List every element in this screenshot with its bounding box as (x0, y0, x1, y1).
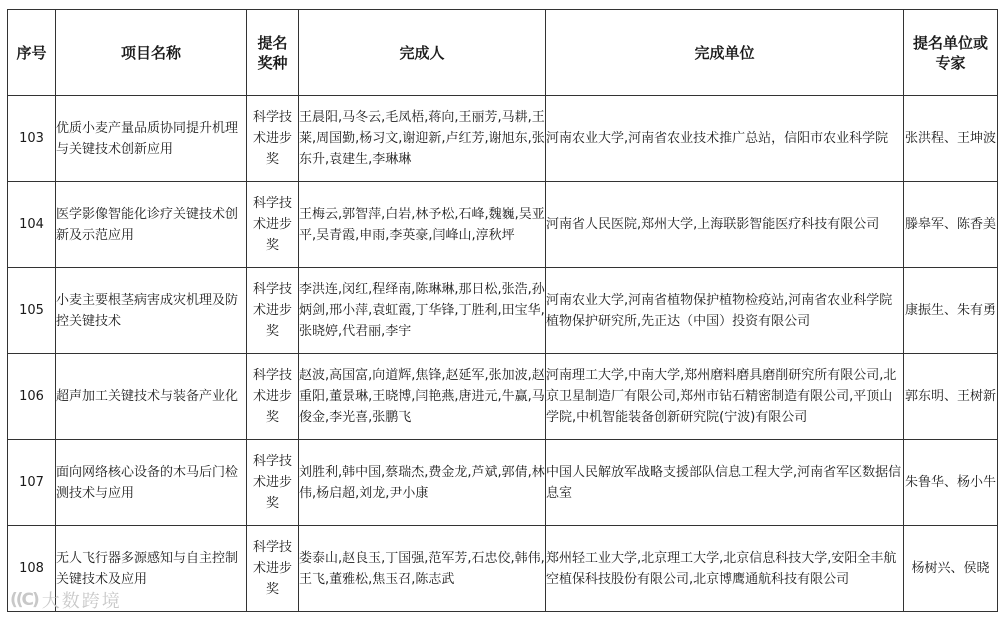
row-completing-units (546, 354, 904, 440)
row-completers (299, 268, 546, 354)
completing-units-text: 河南农业大学,河南省植物保护植物检疫站,河南省农业科学院植物保护研究所,先正达（中国）投资有限公司 (546, 292, 893, 329)
table-row (8, 268, 998, 354)
nominator-text: 滕皋军、陈香美 (904, 217, 996, 232)
header-award-type (247, 10, 299, 96)
row-nominator (904, 268, 998, 354)
completers-text: 赵波,高国富,向道辉,焦锋,赵延军,张加波,赵重阳,董景琳,王晓博,闫艳燕,唐进元,牛赢,马俊金,李光喜,张鹏飞 (299, 368, 545, 425)
row-completers (299, 440, 546, 526)
project-name-text: 超声加工关键技术与装备产业化 (56, 389, 239, 404)
table-row (8, 182, 998, 268)
row-project-name (56, 268, 247, 354)
row-project-name (56, 182, 247, 268)
awards-table (7, 9, 998, 612)
row-nominator (904, 526, 998, 612)
row-award-type (247, 354, 299, 440)
award-type-text: 科学技术进步奖 (252, 110, 292, 167)
watermark (10, 587, 122, 613)
header-project-name: 项目名称 (56, 10, 247, 96)
row-completing-units (546, 526, 904, 612)
row-seq: 107 (8, 440, 56, 526)
row-project-name (56, 440, 247, 526)
table-row (8, 440, 998, 526)
header-seq: 序号 (8, 10, 56, 96)
project-name-text: 面向网络核心设备的木马后门检测技术与应用 (56, 464, 239, 501)
completers-text: 李洪连,闵红,程绎南,陈琳琳,那日松,张浩,孙炳剑,邢小萍,袁虹霞,丁华锋,丁胜利,田宝华,张晓婷,代君丽,李宇 (299, 282, 545, 339)
header-completing-units: 完成单位 (546, 10, 904, 96)
completers-text: 王晨阳,马冬云,毛凤梧,蒋向,王丽芳,马耕,王莱,周国勤,杨习文,谢迎新,卢红芳,谢旭东,张东升,袁建生,李琳琳 (299, 110, 545, 167)
nominator-text: 杨树兴、侯晓 (911, 561, 990, 576)
award-type-text: 科学技术进步奖 (252, 368, 292, 425)
header-nominator (904, 10, 998, 96)
nominator-text: 朱鲁华、杨小牛 (904, 475, 996, 490)
row-award-type (247, 182, 299, 268)
completing-units-text: 河南理工大学,中南大学,郑州磨料磨具磨削研究所有限公司,北京卫星制造厂有限公司,郑州市钻石精密制造有限公司,平顶山学院,中机智能装备创新研究院(宁波)有限公司 (546, 368, 897, 425)
project-name-text: 医学影像智能化诊疗关键技术创新及示范应用 (56, 206, 239, 243)
award-type-text: 科学技术进步奖 (252, 454, 292, 511)
watermark-logo-icon: ((C) (10, 590, 38, 610)
completing-units-text: 中国人民解放军战略支援部队信息工程大学,河南省军区数据信息室 (546, 464, 902, 501)
nominator-text: 郭东明、王树新 (904, 389, 996, 404)
project-name-text: 无人飞行器多源感知与自主控制关键技术及应用 (56, 550, 239, 587)
row-seq: 106 (8, 354, 56, 440)
row-completing-units (546, 268, 904, 354)
row-nominator (904, 182, 998, 268)
header-completers: 完成人 (299, 10, 546, 96)
row-seq: 105 (8, 268, 56, 354)
row-award-type (247, 268, 299, 354)
table-row (8, 526, 998, 612)
row-nominator (904, 354, 998, 440)
completers-text: 王梅云,郭智萍,白岩,林予松,石峰,魏巍,吴亚平,吴青霞,申雨,李英豪,闫峰山,淳秋坪 (299, 206, 545, 243)
row-project-name (56, 354, 247, 440)
row-award-type (247, 96, 299, 182)
row-completing-units (546, 440, 904, 526)
row-completing-units (546, 96, 904, 182)
row-completers (299, 354, 546, 440)
row-project-name (56, 96, 247, 182)
completing-units-text: 郑州轻工业大学,北京理工大学,北京信息科技大学,安阳全丰航空植保科技股份有限公司,北京博鹰通航科技有限公司 (546, 550, 897, 587)
row-seq: 103 (8, 96, 56, 182)
watermark-text: 大数跨境 (41, 591, 122, 612)
completing-units-text: 河南农业大学,河南省农业技术推广总站，信阳市农业科学院 (546, 131, 889, 146)
header-nominator-label: 提名单位或专家 (912, 33, 988, 72)
table-body (8, 96, 998, 612)
completers-text: 娄泰山,赵良玉,丁国强,范军芳,石忠佼,韩伟,王飞,董雅松,焦玉召,陈志武 (299, 550, 545, 587)
award-type-text: 科学技术进步奖 (252, 196, 292, 253)
table-row (8, 354, 998, 440)
row-completers (299, 182, 546, 268)
nominator-text: 康振生、朱有勇 (904, 303, 996, 318)
award-type-text: 科学技术进步奖 (252, 540, 292, 597)
row-completing-units (546, 182, 904, 268)
row-nominator (904, 440, 998, 526)
completers-text: 刘胜利,韩中国,蔡瑞杰,费金龙,芦斌,郭倩,林伟,杨启超,刘龙,尹小康 (299, 464, 545, 501)
row-nominator (904, 96, 998, 182)
row-completers (299, 526, 546, 612)
project-name-text: 优质小麦产量品质协同提升机理与关键技术创新应用 (56, 120, 239, 157)
row-seq: 104 (8, 182, 56, 268)
row-award-type (247, 440, 299, 526)
header-award-type-label: 提名奖种 (257, 33, 288, 72)
row-award-type (247, 526, 299, 612)
header-row (8, 10, 998, 96)
completing-units-text: 河南省人民医院,郑州大学,上海联影智能医疗科技有限公司 (546, 217, 880, 232)
table-header (8, 10, 998, 96)
row-completers (299, 96, 546, 182)
nominator-text: 张洪程、王坤波 (904, 131, 996, 146)
row-seq: 108 (8, 526, 56, 612)
table-row (8, 96, 998, 182)
award-type-text: 科学技术进步奖 (252, 282, 292, 339)
project-name-text: 小麦主要根茎病害成灾机理及防控关键技术 (56, 292, 239, 329)
